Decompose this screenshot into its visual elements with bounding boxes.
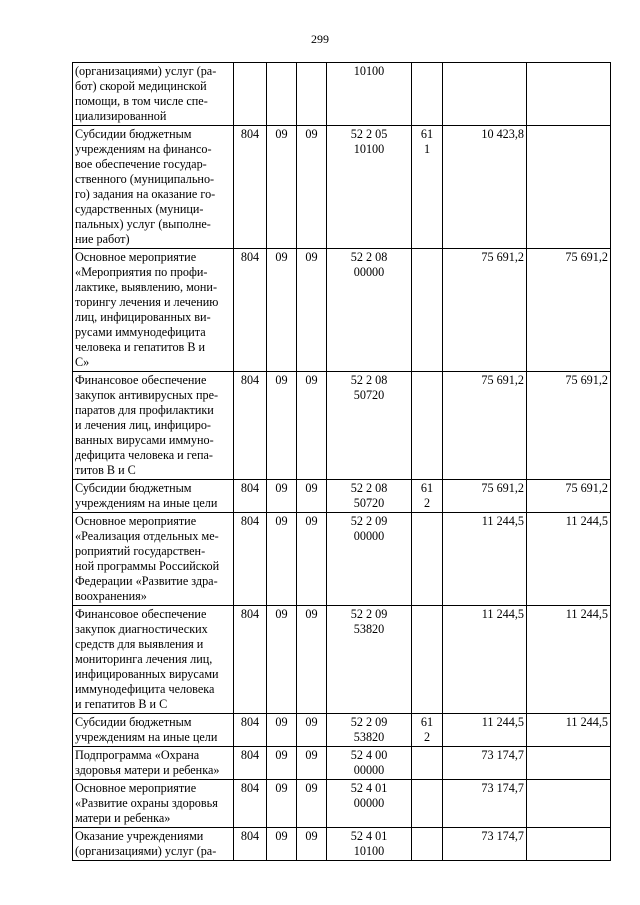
target-article-cell: 52 4 01 00000 <box>327 780 412 828</box>
expense-type-cell <box>412 249 443 372</box>
expense-type-cell <box>412 606 443 714</box>
row-name-cell: Субсидии бюджетным учреждениям на иные цели <box>73 714 234 747</box>
expense-type-cell <box>412 513 443 606</box>
target-article-cell: 52 2 09 53820 <box>327 714 412 747</box>
subsection-code-cell: 09 <box>297 780 327 828</box>
grbs-code-cell: 804 <box>234 126 267 249</box>
target-article-cell: 52 2 08 50720 <box>327 372 412 480</box>
amount-cell: 73 174,7 <box>443 747 527 780</box>
section-code-cell: 09 <box>267 747 297 780</box>
amount-cell: 11 244,5 <box>443 714 527 747</box>
amount-cell: 73 174,7 <box>443 828 527 861</box>
grbs-code-cell: 804 <box>234 372 267 480</box>
table-row <box>73 606 611 714</box>
expense-type-cell: 61 2 <box>412 480 443 513</box>
table-body <box>73 63 611 861</box>
amount-cell: 75 691,2 <box>527 249 611 372</box>
section-code-cell: 09 <box>267 126 297 249</box>
expense-type-cell <box>412 372 443 480</box>
amount-cell <box>443 63 527 126</box>
target-article-cell: 10100 <box>327 63 412 126</box>
subsection-code-cell: 09 <box>297 372 327 480</box>
table-row <box>73 249 611 372</box>
target-article-cell: 52 2 09 00000 <box>327 513 412 606</box>
row-name-cell: (организациями) услуг (ра- бот) скорой медицинской помощи, в том числе спе- циализированной <box>73 63 234 126</box>
table-row <box>73 780 611 828</box>
target-article-cell: 52 2 08 50720 <box>327 480 412 513</box>
subsection-code-cell: 09 <box>297 480 327 513</box>
subsection-code-cell <box>297 63 327 126</box>
target-article-cell: 52 2 09 53820 <box>327 606 412 714</box>
subsection-code-cell: 09 <box>297 714 327 747</box>
section-code-cell: 09 <box>267 372 297 480</box>
amount-cell <box>527 780 611 828</box>
row-name-cell: Подпрограмма «Охрана здоровья матери и ребенка» <box>73 747 234 780</box>
amount-cell: 75 691,2 <box>443 249 527 372</box>
amount-cell: 11 244,5 <box>527 606 611 714</box>
target-article-cell: 52 2 05 10100 <box>327 126 412 249</box>
table-row <box>73 513 611 606</box>
subsection-code-cell: 09 <box>297 828 327 861</box>
grbs-code-cell: 804 <box>234 828 267 861</box>
expense-type-cell: 61 1 <box>412 126 443 249</box>
table-row <box>73 480 611 513</box>
section-code-cell: 09 <box>267 828 297 861</box>
section-code-cell: 09 <box>267 249 297 372</box>
amount-cell: 73 174,7 <box>443 780 527 828</box>
grbs-code-cell: 804 <box>234 513 267 606</box>
grbs-code-cell: 804 <box>234 747 267 780</box>
section-code-cell: 09 <box>267 480 297 513</box>
grbs-code-cell <box>234 63 267 126</box>
subsection-code-cell: 09 <box>297 126 327 249</box>
section-code-cell: 09 <box>267 714 297 747</box>
row-name-cell: Финансовое обеспечение закупок диагностических средств для выявления и мониторинга лечения лиц, инфицированных вирусами иммунодефицита человека и гепатитов В и С <box>73 606 234 714</box>
page-number: 299 <box>311 32 329 46</box>
grbs-code-cell: 804 <box>234 480 267 513</box>
section-code-cell: 09 <box>267 606 297 714</box>
budget-table <box>72 62 611 861</box>
amount-cell <box>527 63 611 126</box>
amount-cell <box>527 747 611 780</box>
amount-cell: 75 691,2 <box>443 372 527 480</box>
expense-type-cell: 61 2 <box>412 714 443 747</box>
grbs-code-cell: 804 <box>234 714 267 747</box>
amount-cell: 75 691,2 <box>527 372 611 480</box>
subsection-code-cell: 09 <box>297 747 327 780</box>
amount-cell: 11 244,5 <box>443 606 527 714</box>
target-article-cell: 52 2 08 00000 <box>327 249 412 372</box>
row-name-cell: Субсидии бюджетным учреждениям на иные цели <box>73 480 234 513</box>
subsection-code-cell: 09 <box>297 606 327 714</box>
expense-type-cell <box>412 828 443 861</box>
row-name-cell: Основное мероприятие «Развитие охраны здоровья матери и ребенка» <box>73 780 234 828</box>
expense-type-cell <box>412 747 443 780</box>
amount-cell: 75 691,2 <box>443 480 527 513</box>
target-article-cell: 52 4 01 10100 <box>327 828 412 861</box>
row-name-cell: Оказание учреждениями (организациями) услуг (ра- <box>73 828 234 861</box>
table-row <box>73 126 611 249</box>
grbs-code-cell: 804 <box>234 606 267 714</box>
row-name-cell: Основное мероприятие «Мероприятия по профи- лактике, выявлению, мони- торингу лечения и лечению лиц, инфицированных ви- русами иммунодефицита человека и гепатитов В и С» <box>73 249 234 372</box>
row-name-cell: Субсидии бюджетным учреждениям на финансо- вое обеспечение государ- ственного (муниципально- го) задания на оказание го- сударственных (муници- пальных) услуг (выполне- ние работ) <box>73 126 234 249</box>
amount-cell: 11 244,5 <box>527 513 611 606</box>
table-row <box>73 714 611 747</box>
expense-type-cell <box>412 780 443 828</box>
amount-cell <box>527 126 611 249</box>
grbs-code-cell: 804 <box>234 780 267 828</box>
amount-cell: 11 244,5 <box>527 714 611 747</box>
row-name-cell: Финансовое обеспечение закупок антивирусных пре- паратов для профилактики и лечения лиц, инфициро- ванных вирусами иммуно- дефицита человека и гепа- титов В и С <box>73 372 234 480</box>
grbs-code-cell: 804 <box>234 249 267 372</box>
section-code-cell <box>267 63 297 126</box>
table-row <box>73 63 611 126</box>
table-row <box>73 747 611 780</box>
amount-cell: 11 244,5 <box>443 513 527 606</box>
amount-cell: 10 423,8 <box>443 126 527 249</box>
amount-cell <box>527 828 611 861</box>
subsection-code-cell: 09 <box>297 513 327 606</box>
amount-cell: 75 691,2 <box>527 480 611 513</box>
table-row <box>73 828 611 861</box>
subsection-code-cell: 09 <box>297 249 327 372</box>
expense-type-cell <box>412 63 443 126</box>
section-code-cell: 09 <box>267 513 297 606</box>
row-name-cell: Основное мероприятие «Реализация отдельных ме- роприятий государствен- ной программы Российской Федерации «Развитие здра- воохранения» <box>73 513 234 606</box>
table-row <box>73 372 611 480</box>
target-article-cell: 52 4 00 00000 <box>327 747 412 780</box>
section-code-cell: 09 <box>267 780 297 828</box>
